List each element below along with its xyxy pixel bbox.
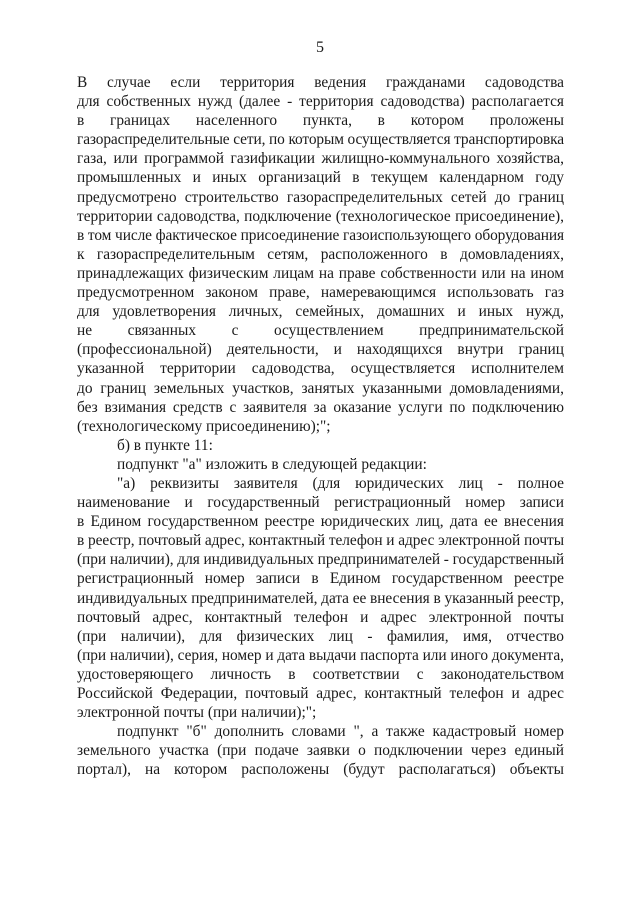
text-line: в том числе фактическое присоединение газоиспользующего оборудования xyxy=(77,226,564,244)
page-number: 5 xyxy=(316,39,324,56)
text-line: предусмотрено строительство газораспределительных сетей до границ xyxy=(77,188,564,206)
text-line: в границах населенного пункта, в котором проложены xyxy=(77,112,564,130)
text-line: б) в пункте 11: xyxy=(117,436,213,454)
text-line: для собственных нужд (далее - территория садоводства) располагается xyxy=(77,93,564,111)
text-line: подпункт "а" изложить в следующей редакции: xyxy=(117,455,427,473)
text-line: территории садоводства, подключение (технологическое присоединение), xyxy=(77,207,564,225)
text-line: индивидуальных предпринимателей, дата ее внесения в указанный реестр, xyxy=(77,589,564,607)
text-line: газа, или программой газификации жилищно-коммунального хозяйства, xyxy=(77,150,564,168)
text-line: (при наличии), серия, номер и дата выдачи паспорта или иного документа, xyxy=(77,646,564,664)
text-line: портал), на котором расположены (будут располагаться) объекты xyxy=(77,761,564,779)
text-line: без взимания средств с заявителя за оказание услуги по подключению xyxy=(77,398,564,416)
text-line: не связанных с осуществлением предпринимательской xyxy=(77,322,564,340)
text-line: промышленных и иных организаций в текущем календарном году xyxy=(77,169,564,187)
text-line: удостоверяющего личность в соответствии с законодательством xyxy=(77,665,564,683)
text-line: (профессиональной) деятельности, и находящихся внутри границ xyxy=(77,341,564,359)
text-line: В случае если территория ведения гражданами садоводства xyxy=(77,74,564,91)
text-line: до границ земельных участков, занятых указанными домовладениями, xyxy=(77,379,564,397)
text-line: Российской Федерации, почтовый адрес, контактный телефон и адрес xyxy=(77,685,564,702)
text-line: (технологическому присоединению);"; xyxy=(77,417,331,435)
text-line: принадлежащих физическим лицам на праве собственности или на ином xyxy=(77,264,564,282)
text-line: к газораспределительным сетям, расположенного в домовладениях, xyxy=(77,245,564,263)
text-line: подпункт "б" дополнить словами ", а также кадастровый номер xyxy=(117,723,564,741)
text-line: наименование и государственный регистрационный номер записи xyxy=(77,494,564,512)
document-body xyxy=(77,73,564,779)
text-line: почтовый адрес, контактный телефон и адрес электронной почты xyxy=(77,608,564,626)
text-line: в реестр, почтовый адрес, контактный телефон и адрес электронной почты xyxy=(77,532,564,550)
text-line: (при наличии), для индивидуальных предпринимателей - государственный xyxy=(77,551,564,569)
text-line: газораспределительные сети, по которым осуществляется транспортировка xyxy=(77,131,564,149)
text-line: в Едином государственном реестре юридических лиц, дата ее внесения xyxy=(77,513,564,531)
text-line: для удовлетворения личных, семейных, домашних и иных нужд, xyxy=(77,303,564,321)
text-line: "а) реквизиты заявителя (для юридических лиц - полное xyxy=(117,474,564,492)
text-line: предусмотренном законом праве, намеревающимся использовать газ xyxy=(77,284,564,302)
text-line: указанной территории садоводства, осуществляется исполнителем xyxy=(77,360,564,378)
text-line: (при наличии), для физических лиц - фамилия, имя, отчество xyxy=(77,627,564,645)
text-line: земельного участка (при подаче заявки о подключении через единый xyxy=(77,742,564,760)
text-line: регистрационный номер записи в Едином государственном реестре xyxy=(77,570,564,588)
text-line: электронной почты (при наличии);"; xyxy=(77,704,317,722)
